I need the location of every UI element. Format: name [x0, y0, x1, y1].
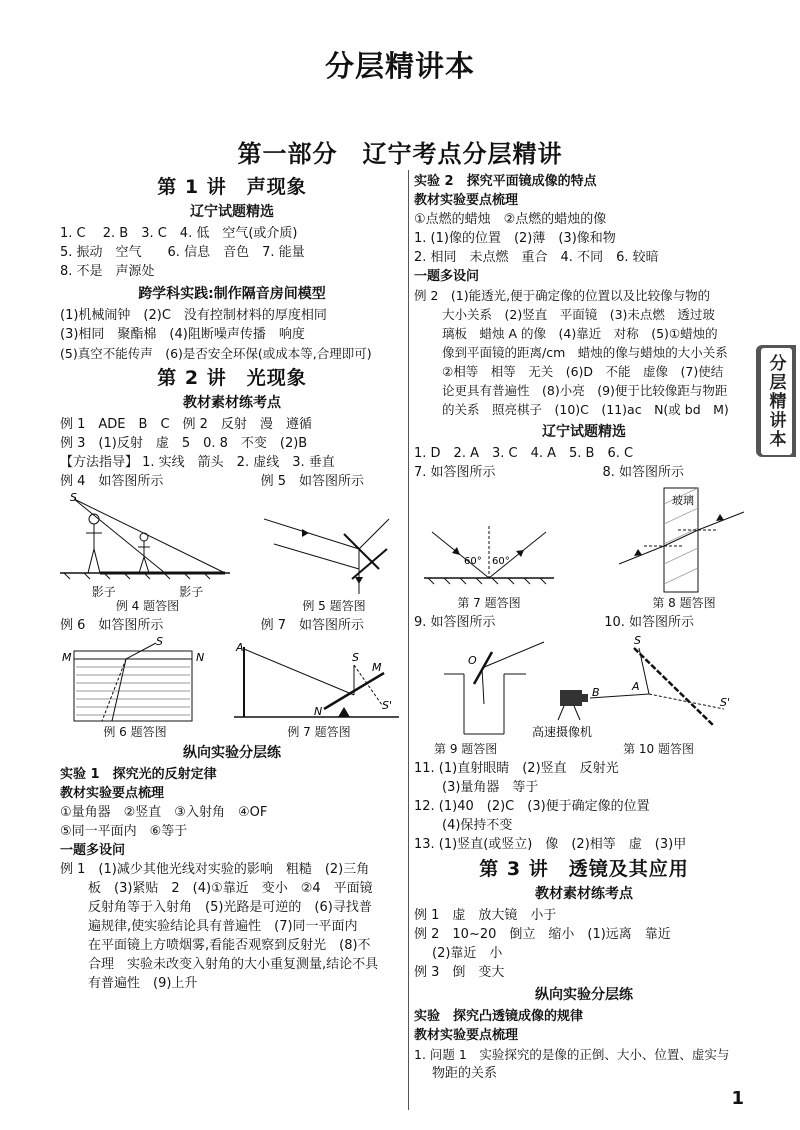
figure-question-8 — [614, 484, 754, 611]
svg-text:S: S — [156, 637, 163, 648]
experiment-1-title: 实验 1 探究光的反射定律 — [60, 767, 217, 782]
text-line: 12. (1)40 (2)C (3)便于确定像的位置 — [414, 799, 650, 814]
caption-5: 例 5 题答图 — [302, 599, 366, 613]
figure-example-4 — [60, 493, 235, 614]
question-8-label: 8. 如答图所示 — [602, 465, 684, 480]
caption-q8: 第 8 题答图 — [652, 596, 716, 610]
side-tab-label: 分层精讲本 — [761, 348, 792, 455]
section-liaoning: 辽宁试题精选 — [190, 204, 274, 220]
text-line: 在平面镜上方喷烟雾,看能否观察到反射光 (8)不 — [88, 938, 371, 953]
text-line: 遍规律,使实验结论具有普遍性 (7)同一平面内 — [88, 919, 358, 934]
text-line: 11. (1)直射眼睛 (2)竖直 反射光 — [414, 761, 619, 776]
text-line: 大小关系 (2)竖直 平面镜 (3)未点燃 透过玻 — [442, 307, 715, 322]
page-number: 1 — [731, 1088, 744, 1109]
refraction-tank-diagram — [60, 637, 210, 725]
text-line: 反射角等于入射角 (5)光路是可逆的 (6)寻找普 — [88, 900, 372, 915]
text-line: ①点燃的蜡烛 ②点燃的蜡烛的像 — [414, 212, 607, 227]
svg-text:S': S' — [720, 696, 731, 709]
example-7-label: 例 7 如答图所示 — [260, 618, 364, 633]
shadow-diagram — [60, 493, 235, 585]
example-5-label: 例 5 如答图所示 — [260, 474, 364, 489]
text-line: ⑤同一平面内 ⑥等于 — [60, 824, 188, 839]
svg-text:M: M — [372, 661, 382, 674]
text-line: 1. D 2. A 3. C 4. A 5. B 6. C — [414, 446, 634, 461]
mirror-reflection-diagram — [264, 509, 404, 599]
right-column — [414, 172, 754, 1083]
text-line: (5)真空不能传声 (6)是否安全环保(或成本等,合理即可) — [60, 346, 372, 361]
shadow-label-2: 影子 — [179, 585, 204, 599]
question-10-label: 10. 如答图所示 — [604, 615, 694, 630]
section-vertical: 纵向实验分层练 — [183, 745, 281, 761]
glass-label: 玻璃 — [672, 494, 694, 507]
text-line: 2. 相同 未点燃 重合 4. 不同 6. 较暗 — [414, 250, 659, 265]
figure-example-5 — [264, 509, 404, 614]
mirror-path-diagram — [234, 637, 404, 725]
text-line: 有普遍性 (9)上升 — [88, 976, 198, 991]
text-line: 合理 实验未改变入射角的大小重复测量,结论不具 — [88, 957, 379, 972]
text-line: 例 2 (1)能透光,便于确定像的位置以及比较像与物的 — [414, 288, 711, 303]
text-line: 1. C 2. B 3. C 4. 低 空气(或介质) — [60, 226, 298, 241]
experiment-2-title: 实验 2 探究平面镜成像的特点 — [414, 174, 597, 189]
section-textbook: 教材素材练考点 — [535, 886, 633, 902]
shadow-label-1: 影子 — [91, 585, 116, 599]
figure-question-7 — [414, 516, 564, 611]
key-points-title: 教材实验要点梳理 — [414, 193, 519, 208]
glass-refraction-diagram — [614, 484, 754, 596]
svg-text:S': S' — [382, 699, 393, 712]
text-line: (2)靠近 小 — [432, 946, 503, 961]
text-line: 物距的关系 — [432, 1066, 498, 1081]
text-line: 例 1 (1)减少其他光线对实验的影响 粗糙 (2)三角 — [60, 862, 370, 877]
text-line: 1. 问题 1 实验探究的是像的正倒、大小、位置、虚实与 — [414, 1047, 730, 1062]
caption-6: 例 6 题答图 — [103, 725, 167, 739]
reflection-angle-diagram — [414, 516, 564, 596]
text-line: 的关系 照亮棋子 (10)C (11)ac N(或 bd M) — [442, 402, 729, 417]
text-line: ①量角器 ②竖直 ③入射角 ④OF — [60, 805, 268, 820]
svg-text:N: N — [314, 705, 323, 718]
svg-text:S: S — [352, 651, 359, 664]
key-points-title: 教材实验要点梳理 — [414, 1028, 519, 1043]
multi-question-title: 一题多设问 — [60, 843, 126, 858]
column-divider — [408, 170, 409, 1110]
text-line: 论更具有普遍性 (8)小亮 (9)便于比较像距与物距 — [442, 383, 728, 398]
experiment-3-title: 实验 探究凸透镜成像的规律 — [414, 1009, 584, 1024]
camera-mirror-diagram — [434, 634, 734, 742]
text-line: 像到平面镜的距离/cm 蜡烛的像与蜡烛的大小关系 — [442, 345, 728, 360]
text-line: ②相等 相等 无关 (6)D 不能 虚像 (7)使结 — [442, 364, 724, 379]
text-line: 8. 不是 声源处 — [60, 264, 155, 279]
caption-q7: 第 7 题答图 — [457, 596, 521, 610]
text-line: (1)机械闹钟 (2)C 没有控制材料的厚度相同 — [60, 308, 327, 323]
text-line: 5. 振动 空气 6. 信息 音色 7. 能量 — [60, 245, 305, 260]
svg-text:S: S — [634, 634, 641, 647]
example-6-label: 例 6 如答图所示 — [60, 618, 164, 633]
example-4-label: 例 4 如答图所示 — [60, 474, 164, 489]
section-vertical: 纵向实验分层练 — [535, 987, 633, 1003]
angle-label: 60° — [492, 556, 510, 567]
text-line: (3)相同 聚酯棉 (4)阻断噪声传播 响度 — [60, 327, 305, 342]
lecture-3-title: 第 3 讲 透镜及其应用 — [479, 858, 689, 880]
angle-label: 60° — [464, 556, 482, 567]
lecture-1-title: 第 1 讲 声现象 — [157, 176, 307, 198]
figure-example-6 — [60, 637, 210, 740]
figure-example-7 — [234, 637, 404, 740]
multi-question-title: 一题多设问 — [414, 269, 480, 284]
section-cross-discipline: 跨学科实践:制作隔音房间模型 — [138, 286, 326, 302]
caption-4: 例 4 题答图 — [115, 599, 180, 613]
caption-q9: 第 9 题答图 — [434, 742, 498, 756]
text-line: 例 1 虚 放大镜 小于 — [414, 908, 557, 923]
text-line: 例 3 倒 变大 — [414, 965, 505, 980]
key-points-title: 教材实验要点梳理 — [60, 786, 165, 801]
left-column — [60, 172, 404, 993]
text-line: 例 2 10~20 倒立 缩小 (1)远离 靠近 — [414, 927, 671, 942]
text-line: 【方法指导】 1. 实线 箭头 2. 虚线 3. 垂直 — [60, 455, 335, 470]
text-line: 璃板 蜡烛 A 的像 (4)靠近 对称 (5)①蜡烛的 — [442, 326, 718, 341]
text-line: 例 1 ADE B C 例 2 反射 漫 遵循 — [60, 417, 312, 432]
svg-text:S: S — [70, 493, 77, 504]
text-line: 板 (3)紧贴 2 (4)①靠近 变小 ②4 平面镜 — [88, 881, 373, 896]
text-line: 13. (1)竖直(或竖立) 像 (2)相等 虚 (3)甲 — [414, 837, 687, 852]
svg-text:A: A — [632, 680, 640, 693]
section-liaoning: 辽宁试题精选 — [542, 424, 626, 440]
svg-text:O: O — [468, 654, 477, 667]
text-line: 1. (1)像的位置 (2)薄 (3)像和物 — [414, 231, 616, 246]
question-9-label: 9. 如答图所示 — [414, 615, 496, 630]
text-line: (3)量角器 等于 — [442, 780, 539, 795]
svg-text:M: M — [62, 651, 72, 664]
caption-7: 例 7 题答图 — [287, 725, 351, 739]
lecture-2-title: 第 2 讲 光现象 — [157, 367, 307, 389]
text-line: (4)保持不变 — [442, 818, 513, 833]
side-tab[interactable] — [756, 345, 796, 457]
svg-text:A: A — [236, 641, 244, 654]
part-title: 第一部分 辽宁考点分层精讲 — [237, 140, 563, 168]
caption-q10: 第 10 题答图 — [623, 742, 694, 756]
section-textbook: 教材素材练考点 — [183, 395, 281, 411]
page-title: 分层精讲本 — [324, 49, 475, 83]
svg-text:N: N — [196, 651, 205, 664]
figure-question-9-10 — [414, 634, 754, 757]
text-line: 例 3 (1)反射 虚 5 0. 8 不变 (2)B — [60, 436, 308, 451]
svg-text:B: B — [592, 686, 600, 699]
camera-label: 高速摄像机 — [532, 725, 593, 739]
question-7-label: 7. 如答图所示 — [414, 465, 496, 480]
